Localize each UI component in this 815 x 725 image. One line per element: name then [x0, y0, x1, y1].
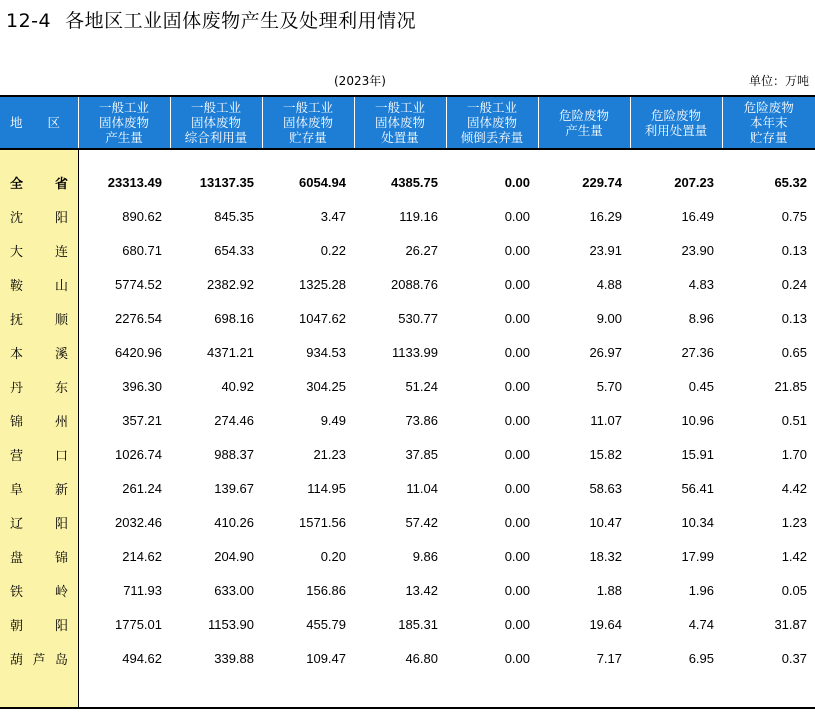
value-cell: 0.45 — [688, 378, 714, 394]
region-name: 本溪 — [10, 346, 68, 362]
value-cell: 207.23 — [674, 174, 714, 190]
value-cell: 0.00 — [504, 514, 530, 530]
value-cell: 18.32 — [589, 548, 622, 564]
value-cell: 15.82 — [589, 446, 622, 462]
value-cell: 2276.54 — [115, 310, 162, 326]
value-cell: 11.07 — [590, 412, 622, 428]
value-cell: 0.00 — [504, 378, 530, 394]
header-col-5: 一般工业 固体废物 倾倒丢弃量 — [446, 96, 538, 149]
value-cell: 23.90 — [681, 242, 714, 258]
value-cell: 40.92 — [221, 378, 254, 394]
value-cell: 6420.96 — [115, 344, 162, 360]
table-row — [0, 267, 815, 301]
spacer-cell — [262, 149, 354, 165]
value-cell: 58.63 — [589, 480, 622, 496]
value-cell: 26.97 — [589, 344, 622, 360]
value-cell: 1.70 — [781, 446, 807, 462]
region-name: 沈阳 — [10, 210, 68, 226]
region-cell — [0, 437, 78, 471]
value-cell: 1133.99 — [391, 344, 438, 360]
value-cell: 1571.56 — [299, 514, 346, 530]
value-cell: 4371.21 — [207, 344, 254, 360]
value-cell: 0.00 — [504, 276, 530, 292]
blank-cell — [262, 675, 354, 708]
value-cell: 0.13 — [781, 310, 807, 326]
value-cell: 934.53 — [306, 344, 346, 360]
table-row — [0, 335, 815, 369]
value-cell: 156.86 — [306, 582, 346, 598]
value-cell: 4.83 — [688, 276, 714, 292]
value-cell: 27.36 — [681, 344, 714, 360]
value-cell: 0.00 — [504, 446, 530, 462]
statistics-table-container — [0, 95, 815, 709]
table-row — [0, 199, 815, 233]
region-name: 抚顺 — [10, 312, 68, 328]
value-cell: 4.74 — [688, 616, 714, 632]
value-cell: 1026.74 — [115, 446, 162, 462]
value-cell: 0.65 — [781, 344, 807, 360]
value-cell: 37.85 — [405, 446, 438, 462]
value-cell: 1047.62 — [299, 310, 346, 326]
spacer-cell — [170, 149, 262, 165]
value-cell: 46.80 — [405, 650, 438, 666]
value-cell: 1325.28 — [299, 276, 346, 292]
region-cell — [0, 165, 78, 199]
value-cell: 0.00 — [504, 174, 530, 190]
value-cell: 0.00 — [504, 616, 530, 632]
region-name: 阜新 — [10, 482, 68, 498]
unit-label: 单位：万吨 — [748, 74, 809, 88]
region-name: 营口 — [10, 448, 68, 464]
region-name: 辽阳 — [10, 516, 68, 532]
region-cell — [0, 403, 78, 437]
value-cell: 1.23 — [781, 514, 807, 530]
value-cell: 114.95 — [307, 480, 346, 496]
value-cell: 0.00 — [504, 344, 530, 360]
value-cell: 4.42 — [781, 480, 807, 496]
header-region: 地 区 — [0, 96, 78, 149]
header-col-6: 危险废物 产生量 — [538, 96, 630, 149]
value-cell: 23.91 — [589, 242, 622, 258]
total-row — [0, 165, 815, 199]
region-cell — [0, 471, 78, 505]
region-cell — [0, 267, 78, 301]
spacer-cell — [538, 149, 630, 165]
table-number: 12-4 — [6, 10, 52, 32]
region-cell-spacer — [0, 149, 78, 165]
value-cell: 680.71 — [122, 242, 162, 258]
region-name: 丹东 — [10, 380, 68, 396]
value-cell: 0.00 — [504, 208, 530, 224]
table-row — [0, 403, 815, 437]
value-cell: 0.00 — [504, 412, 530, 428]
header-col-4: 一般工业 固体废物 处置量 — [354, 96, 446, 149]
value-cell: 1775.01 — [115, 616, 162, 632]
blank-cell — [354, 675, 446, 708]
table-row — [0, 539, 815, 573]
region-name: 葫芦岛 — [10, 652, 68, 668]
region-name: 盘锦 — [10, 550, 68, 566]
value-cell: 9.00 — [596, 310, 622, 326]
blank-cell — [446, 675, 538, 708]
blank-cell — [722, 675, 815, 708]
table-row — [0, 573, 815, 607]
blank-cell — [538, 675, 630, 708]
table-row — [0, 607, 815, 641]
value-cell: 13137.35 — [199, 174, 254, 190]
value-cell: 204.90 — [214, 548, 254, 564]
table-row — [0, 437, 815, 471]
value-cell: 8.96 — [688, 310, 714, 326]
value-cell: 5.70 — [596, 378, 622, 394]
region-cell — [0, 641, 78, 675]
value-cell: 0.51 — [781, 412, 807, 428]
region-cell — [0, 335, 78, 369]
statistics-table — [0, 95, 815, 709]
value-cell: 16.29 — [589, 208, 622, 224]
value-cell: 396.30 — [122, 378, 162, 394]
header-col-2: 一般工业 固体废物 综合利用量 — [170, 96, 262, 149]
value-cell: 5774.52 — [115, 276, 162, 292]
spacer-cell — [722, 149, 815, 165]
value-cell: 57.42 — [405, 514, 438, 530]
value-cell: 357.21 — [122, 412, 162, 428]
value-cell: 31.87 — [774, 616, 807, 632]
value-cell: 455.79 — [306, 616, 346, 632]
value-cell: 21.23 — [313, 446, 346, 462]
value-cell: 633.00 — [214, 582, 254, 598]
value-cell: 0.22 — [320, 242, 346, 258]
value-cell: 0.00 — [504, 480, 530, 496]
value-cell: 65.32 — [774, 174, 807, 190]
value-cell: 9.49 — [320, 412, 346, 428]
region-cell — [0, 539, 78, 573]
value-cell: 0.13 — [781, 242, 807, 258]
year-label: (2023年) — [334, 74, 386, 88]
value-cell: 0.37 — [781, 650, 807, 666]
value-cell: 410.26 — [214, 514, 254, 530]
table-body — [0, 149, 815, 708]
value-cell: 530.77 — [398, 310, 438, 326]
region-cell — [0, 233, 78, 267]
value-cell: 139.67 — [214, 480, 254, 496]
value-cell: 2382.92 — [207, 276, 254, 292]
value-cell: 6.95 — [688, 650, 714, 666]
region-cell — [0, 369, 78, 403]
blank-row — [0, 675, 815, 708]
header-col-1: 一般工业 固体废物 产生量 — [78, 96, 170, 149]
region-name: 铁岭 — [10, 584, 68, 600]
value-cell: 9.86 — [412, 548, 438, 564]
value-cell: 119.16 — [399, 208, 438, 224]
header-col-7: 危险废物 利用处置量 — [630, 96, 722, 149]
value-cell: 274.46 — [214, 412, 254, 428]
spacer-cell — [78, 149, 170, 165]
value-cell: 0.00 — [504, 650, 530, 666]
region-cell-blank — [0, 675, 78, 708]
table-row — [0, 233, 815, 267]
value-cell: 73.86 — [405, 412, 438, 428]
table-row — [0, 505, 815, 539]
value-cell: 15.91 — [681, 446, 714, 462]
value-cell: 185.31 — [398, 616, 438, 632]
table-row — [0, 301, 815, 335]
table-row — [0, 641, 815, 675]
value-cell: 10.34 — [681, 514, 714, 530]
region-name: 大连 — [10, 244, 68, 260]
value-cell: 698.16 — [214, 310, 254, 326]
value-cell: 494.62 — [122, 650, 162, 666]
value-cell: 0.75 — [781, 208, 807, 224]
region-cell — [0, 199, 78, 233]
value-cell: 988.37 — [214, 446, 254, 462]
spacer-cell — [446, 149, 538, 165]
region-cell — [0, 573, 78, 607]
region-cell — [0, 301, 78, 335]
region-name: 朝阳 — [10, 618, 68, 634]
value-cell: 1153.90 — [207, 616, 254, 632]
header-row — [0, 96, 815, 149]
value-cell: 0.00 — [504, 548, 530, 564]
value-cell: 23313.49 — [107, 174, 162, 190]
value-cell: 654.33 — [214, 242, 254, 258]
value-cell: 11.04 — [406, 480, 438, 496]
spacer-cell — [630, 149, 722, 165]
value-cell: 10.47 — [589, 514, 622, 530]
blank-cell — [630, 675, 722, 708]
value-cell: 109.47 — [306, 650, 346, 666]
value-cell: 0.00 — [504, 582, 530, 598]
page-title — [6, 6, 416, 33]
value-cell: 16.49 — [681, 208, 714, 224]
value-cell: 10.96 — [681, 412, 714, 428]
value-cell: 845.35 — [214, 208, 254, 224]
value-cell: 6054.94 — [299, 174, 346, 190]
value-cell: 13.42 — [405, 582, 438, 598]
region-name: 全省 — [10, 176, 68, 192]
value-cell: 261.24 — [122, 480, 162, 496]
value-cell: 890.62 — [122, 208, 162, 224]
value-cell: 21.85 — [774, 378, 807, 394]
value-cell: 4.88 — [596, 276, 622, 292]
region-name: 鞍山 — [10, 278, 68, 294]
value-cell: 56.41 — [681, 480, 714, 496]
value-cell: 0.05 — [781, 582, 807, 598]
table-title: 各地区工业固体废物产生及处理利用情况 — [65, 10, 417, 32]
value-cell: 2032.46 — [115, 514, 162, 530]
value-cell: 0.00 — [504, 310, 530, 326]
value-cell: 0.24 — [781, 276, 807, 292]
blank-cell — [170, 675, 262, 708]
header-col-8: 危险废物 本年末 贮存量 — [722, 96, 815, 149]
spacer-cell — [354, 149, 446, 165]
value-cell: 0.20 — [320, 548, 346, 564]
value-cell: 19.64 — [589, 616, 622, 632]
value-cell: 339.88 — [214, 650, 254, 666]
value-cell: 229.74 — [582, 174, 622, 190]
region-cell — [0, 607, 78, 641]
region-cell — [0, 505, 78, 539]
value-cell: 1.42 — [781, 548, 807, 564]
value-cell: 3.47 — [320, 208, 346, 224]
value-cell: 51.24 — [405, 378, 438, 394]
value-cell: 304.25 — [306, 378, 346, 394]
value-cell: 711.93 — [123, 582, 162, 598]
value-cell: 214.62 — [122, 548, 162, 564]
value-cell: 1.88 — [596, 582, 622, 598]
value-cell: 0.00 — [504, 242, 530, 258]
value-cell: 26.27 — [405, 242, 438, 258]
value-cell: 2088.76 — [391, 276, 438, 292]
blank-cell — [78, 675, 170, 708]
value-cell: 1.96 — [688, 582, 714, 598]
spacer-row — [0, 149, 815, 165]
value-cell: 17.99 — [681, 548, 714, 564]
table-row — [0, 369, 815, 403]
value-cell: 4385.75 — [391, 174, 438, 190]
region-name: 锦州 — [10, 414, 68, 430]
table-row — [0, 471, 815, 505]
header-col-3: 一般工业 固体废物 贮存量 — [262, 96, 354, 149]
value-cell: 7.17 — [596, 650, 622, 666]
